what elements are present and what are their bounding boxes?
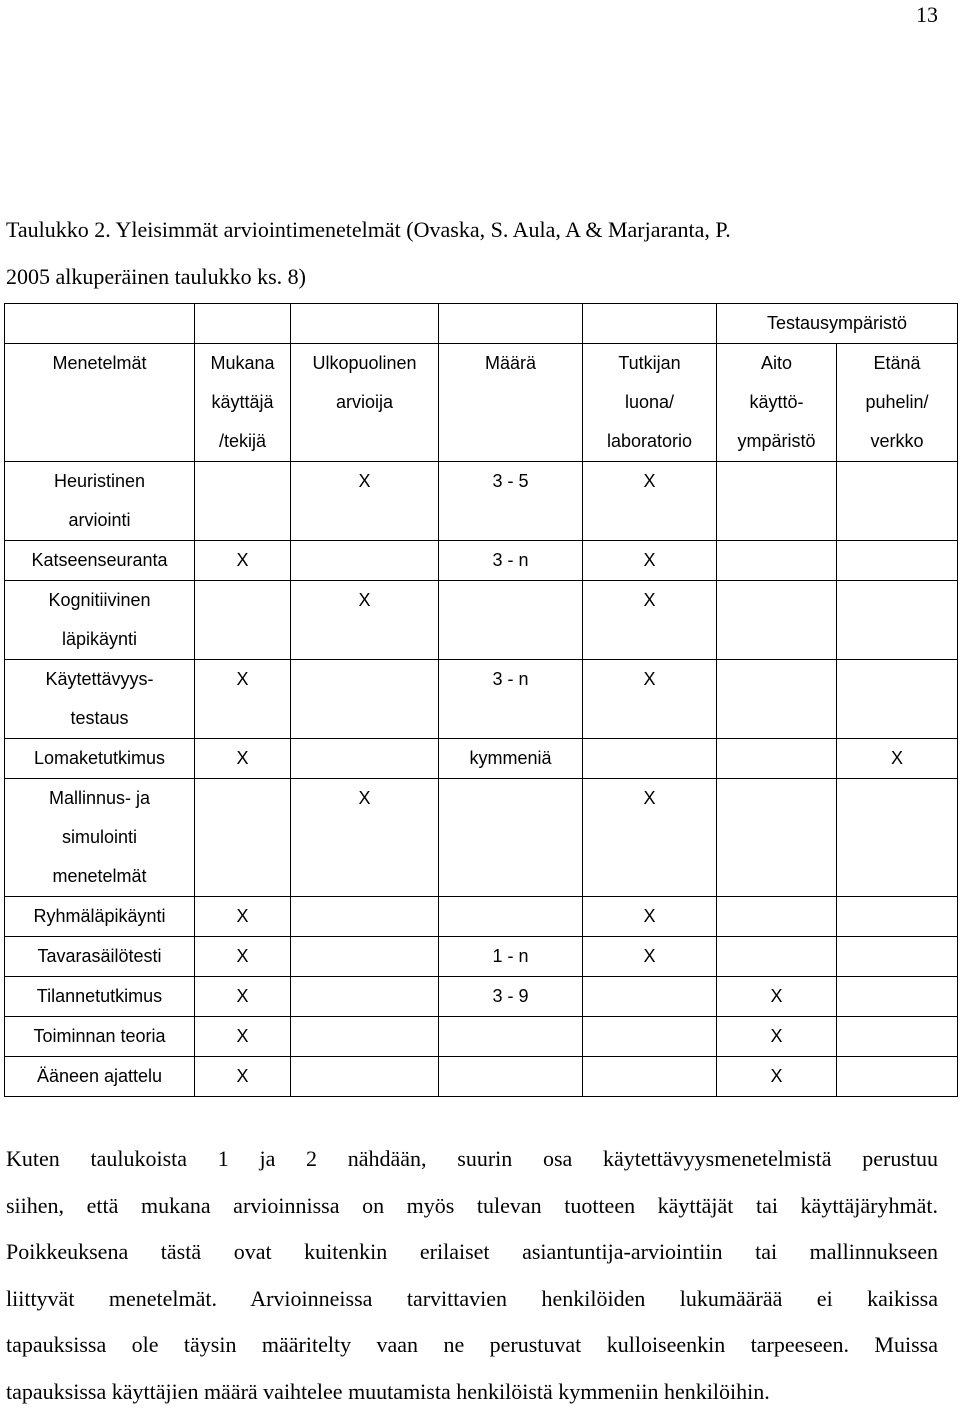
table-row xyxy=(5,581,958,660)
value-cell: 3 - n xyxy=(439,660,583,739)
value-cell xyxy=(837,779,958,897)
value-cell xyxy=(291,1057,439,1097)
table-row xyxy=(5,977,958,1017)
method-cell xyxy=(5,739,195,779)
column-header xyxy=(837,344,958,462)
value-cell xyxy=(439,581,583,660)
value-cell: X xyxy=(583,660,717,739)
column-header xyxy=(195,344,291,462)
value-cell xyxy=(837,977,958,1017)
method-cell-line: Katseenseuranta xyxy=(7,541,192,580)
value-cell xyxy=(195,581,291,660)
value-cell xyxy=(717,660,837,739)
column-header-line: Aito xyxy=(719,344,834,383)
method-cell-line: Tilannetutkimus xyxy=(7,977,192,1016)
value-cell xyxy=(837,660,958,739)
method-cell-line: testaus xyxy=(7,699,192,738)
table-row xyxy=(5,462,958,541)
value-cell: X xyxy=(195,660,291,739)
table-row xyxy=(5,660,958,739)
column-header-line: Menetelmät xyxy=(7,344,192,383)
method-cell xyxy=(5,897,195,937)
table-row xyxy=(5,1057,958,1097)
value-cell xyxy=(291,1017,439,1057)
value-cell: X xyxy=(291,462,439,541)
column-header-line: /tekijä xyxy=(197,422,288,461)
paragraph-line: liittyvät menetelmät. Arvioinneissa tarvittavien henkilöiden lukumäärää ei kaikissa xyxy=(6,1276,938,1323)
column-header-line: Ulkopuolinen xyxy=(293,344,436,383)
column-header-line: Etänä xyxy=(839,344,955,383)
value-cell: X xyxy=(291,779,439,897)
header-empty-cell xyxy=(583,304,717,344)
column-header-line: laboratorio xyxy=(585,422,714,461)
column-header xyxy=(5,344,195,462)
value-cell: X xyxy=(717,977,837,1017)
method-cell xyxy=(5,779,195,897)
value-cell xyxy=(291,739,439,779)
value-cell xyxy=(291,541,439,581)
header-empty-cell xyxy=(291,304,439,344)
value-cell: 3 - 5 xyxy=(439,462,583,541)
value-cell xyxy=(717,462,837,541)
method-cell-line: simulointi xyxy=(7,818,192,857)
column-header-line: verkko xyxy=(839,422,955,461)
value-cell: X xyxy=(837,739,958,779)
paragraph-line: tapauksissa ole täysin määritelty vaan ne perustuvat kulloiseenkin tarpeeseen. Muissa xyxy=(6,1322,938,1369)
column-header xyxy=(439,344,583,462)
table-row xyxy=(5,897,958,937)
column-header-line: luona/ xyxy=(585,383,714,422)
column-header-line: ympäristö xyxy=(719,422,834,461)
paragraph-line: tapauksissa käyttäjien määrä vaihtelee muutamista henkilöistä kymmeniin henkilöihin. xyxy=(6,1369,938,1415)
value-cell: X xyxy=(583,779,717,897)
value-cell xyxy=(717,779,837,897)
caption-line-1: Taulukko 2. Yleisimmät arviointimenetelmät (Ovaska, S. Aula, A & Marjaranta, P. xyxy=(6,206,946,253)
method-cell-line: Heuristinen xyxy=(7,462,192,501)
table-row xyxy=(5,739,958,779)
body-paragraph xyxy=(6,1136,938,1415)
methods-table xyxy=(4,303,958,1097)
group-header-testausymparisto: Testausympäristö xyxy=(717,304,958,344)
value-cell: X xyxy=(195,977,291,1017)
value-cell xyxy=(837,581,958,660)
table-caption xyxy=(6,206,946,300)
method-cell-line: Kognitiivinen xyxy=(7,581,192,620)
value-cell xyxy=(195,779,291,897)
column-header-line: Määrä xyxy=(441,344,580,383)
caption-line-2: 2005 alkuperäinen taulukko ks. 8) xyxy=(6,253,946,300)
value-cell xyxy=(583,977,717,1017)
value-cell: X xyxy=(583,462,717,541)
value-cell: X xyxy=(583,937,717,977)
value-cell: X xyxy=(717,1057,837,1097)
value-cell xyxy=(583,1057,717,1097)
method-cell xyxy=(5,977,195,1017)
header-empty-cell xyxy=(5,304,195,344)
method-cell xyxy=(5,660,195,739)
method-cell-line: Käytettävyys- xyxy=(7,660,192,699)
value-cell xyxy=(717,541,837,581)
value-cell: X xyxy=(583,541,717,581)
page-number: 13 xyxy=(916,2,938,28)
value-cell xyxy=(439,1057,583,1097)
value-cell xyxy=(291,977,439,1017)
value-cell xyxy=(439,1017,583,1057)
header-empty-cell xyxy=(195,304,291,344)
value-cell: X xyxy=(291,581,439,660)
value-cell: X xyxy=(195,739,291,779)
table-row xyxy=(5,779,958,897)
value-cell xyxy=(837,462,958,541)
value-cell xyxy=(583,1017,717,1057)
column-header-line: Tutkijan xyxy=(585,344,714,383)
column-header-line: puhelin/ xyxy=(839,383,955,422)
value-cell xyxy=(583,739,717,779)
value-cell xyxy=(195,462,291,541)
method-cell xyxy=(5,462,195,541)
method-cell-line: arviointi xyxy=(7,501,192,540)
column-header-line: Mukana xyxy=(197,344,288,383)
column-header-line: käyttö- xyxy=(719,383,834,422)
value-cell: X xyxy=(583,581,717,660)
table-row xyxy=(5,937,958,977)
method-cell-line: Lomaketutkimus xyxy=(7,739,192,778)
value-cell: X xyxy=(195,541,291,581)
value-cell xyxy=(717,581,837,660)
value-cell: X xyxy=(195,1057,291,1097)
method-cell-line: Ääneen ajattelu xyxy=(7,1057,192,1096)
value-cell xyxy=(291,937,439,977)
value-cell: kymmeniä xyxy=(439,739,583,779)
value-cell: X xyxy=(195,937,291,977)
value-cell xyxy=(837,897,958,937)
method-cell-line: Tavarasäilötesti xyxy=(7,937,192,976)
value-cell xyxy=(837,1057,958,1097)
paragraph-line: Poikkeuksena tästä ovat kuitenkin erilaiset asiantuntija-arviointiin tai mallinnukseen xyxy=(6,1229,938,1276)
method-cell-line: läpikäynti xyxy=(7,620,192,659)
value-cell xyxy=(717,739,837,779)
header-empty-cell xyxy=(439,304,583,344)
method-cell-line: Toiminnan teoria xyxy=(7,1017,192,1056)
value-cell: X xyxy=(717,1017,837,1057)
value-cell xyxy=(837,1017,958,1057)
value-cell: 3 - n xyxy=(439,541,583,581)
value-cell xyxy=(291,660,439,739)
method-cell xyxy=(5,541,195,581)
value-cell: 1 - n xyxy=(439,937,583,977)
value-cell: X xyxy=(583,897,717,937)
method-cell xyxy=(5,1057,195,1097)
column-header xyxy=(717,344,837,462)
value-cell: X xyxy=(195,1017,291,1057)
value-cell: X xyxy=(195,897,291,937)
value-cell xyxy=(717,937,837,977)
table-row xyxy=(5,541,958,581)
value-cell xyxy=(439,779,583,897)
method-cell-line: menetelmät xyxy=(7,857,192,896)
column-header xyxy=(291,344,439,462)
method-cell-line: Mallinnus- ja xyxy=(7,779,192,818)
method-cell xyxy=(5,937,195,977)
column-header-line: käyttäjä xyxy=(197,383,288,422)
value-cell xyxy=(837,937,958,977)
value-cell xyxy=(717,897,837,937)
column-header xyxy=(583,344,717,462)
value-cell xyxy=(291,897,439,937)
paragraph-line: Kuten taulukoista 1 ja 2 nähdään, suurin osa käytettävyysmenetelmistä perustuu xyxy=(6,1136,938,1183)
method-cell-line: Ryhmäläpikäynti xyxy=(7,897,192,936)
value-cell xyxy=(837,541,958,581)
table-row xyxy=(5,1017,958,1057)
method-cell xyxy=(5,1017,195,1057)
method-cell xyxy=(5,581,195,660)
column-header-line: arvioija xyxy=(293,383,436,422)
value-cell xyxy=(439,897,583,937)
value-cell: 3 - 9 xyxy=(439,977,583,1017)
paragraph-line: siihen, että mukana arvioinnissa on myös tulevan tuotteen käyttäjät tai käyttäjäryhmät. xyxy=(6,1183,938,1230)
